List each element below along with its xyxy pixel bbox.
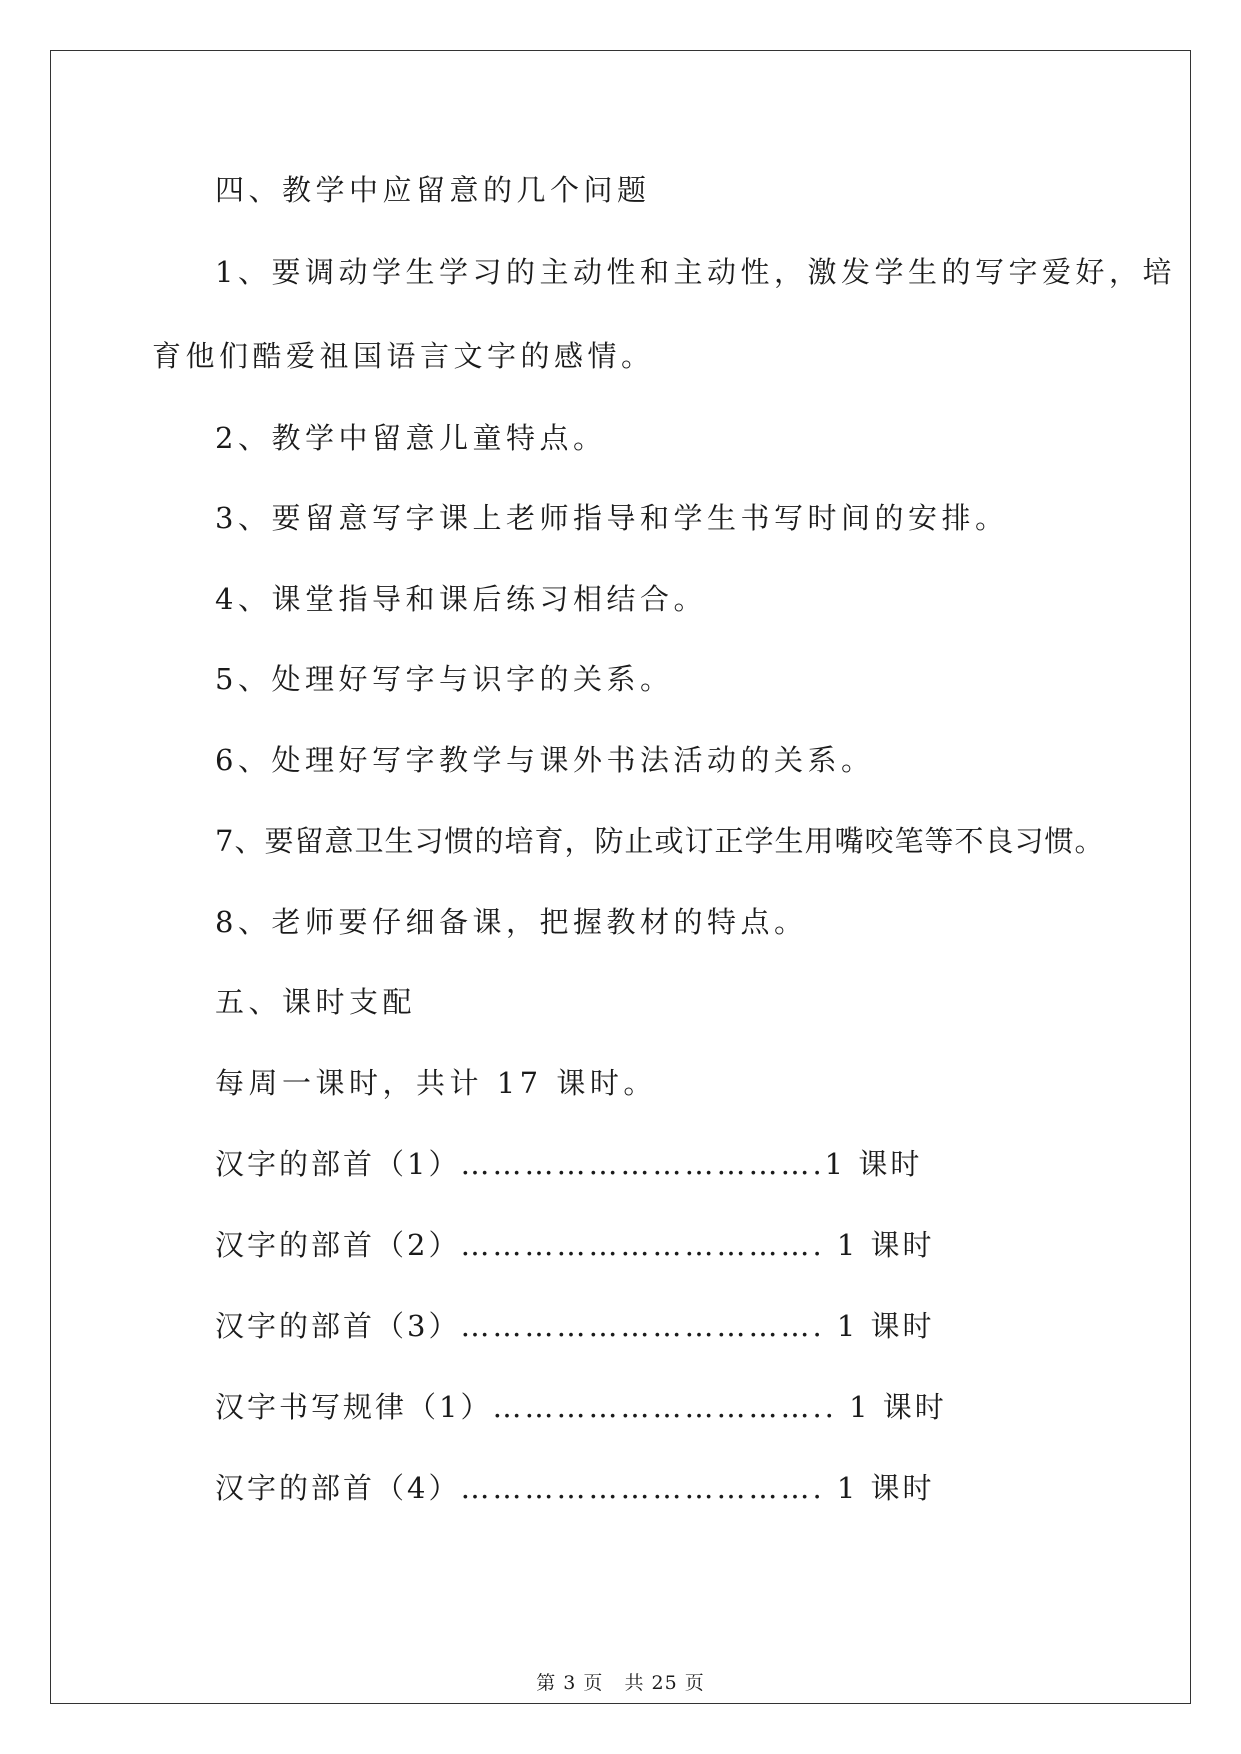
paragraph-line: 育他们酷爱祖国语言文字的感情。 xyxy=(152,339,655,373)
list-item: 8、老师要仔细备课，把握教材的特点。 xyxy=(215,905,808,939)
schedule-item: 汉字的部首（2）……………………………. 1 课时 xyxy=(215,1228,935,1262)
list-item: 3、要留意写字课上老师指导和学生书写时间的安排。 xyxy=(215,501,1009,535)
paragraph-line: 1、要调动学生学习的主动性和主动性，激发学生的写字爱好，培 xyxy=(215,255,1176,289)
schedule-item: 汉字的部首（3）……………………………. 1 课时 xyxy=(215,1309,935,1343)
section-heading-5: 五、课时支配 xyxy=(215,985,417,1019)
schedule-item: 汉字的部首（4）……………………………. 1 课时 xyxy=(215,1471,935,1505)
page-number-footer: 第 3 页 共 25 页 xyxy=(536,1672,705,1694)
section-heading-4: 四、教学中应留意的几个问题 xyxy=(215,173,651,207)
paragraph-line: 每周一课时，共计 17 课时。 xyxy=(215,1066,657,1100)
schedule-item: 汉字书写规律（1）………………………….. 1 课时 xyxy=(215,1390,947,1424)
page-border xyxy=(50,50,1191,1704)
list-item: 5、处理好写字与识字的关系。 xyxy=(215,662,674,696)
list-item: 2、教学中留意儿童特点。 xyxy=(215,421,607,455)
list-item: 7、要留意卫生习惯的培育，防止或订正学生用嘴咬笔等不良习惯。 xyxy=(215,824,1105,858)
list-item: 4、课堂指导和课后练习相结合。 xyxy=(215,582,707,616)
list-item: 6、处理好写字教学与课外书法活动的关系。 xyxy=(215,743,875,777)
schedule-item: 汉字的部首（1）…………………………….1 课时 xyxy=(215,1147,923,1181)
